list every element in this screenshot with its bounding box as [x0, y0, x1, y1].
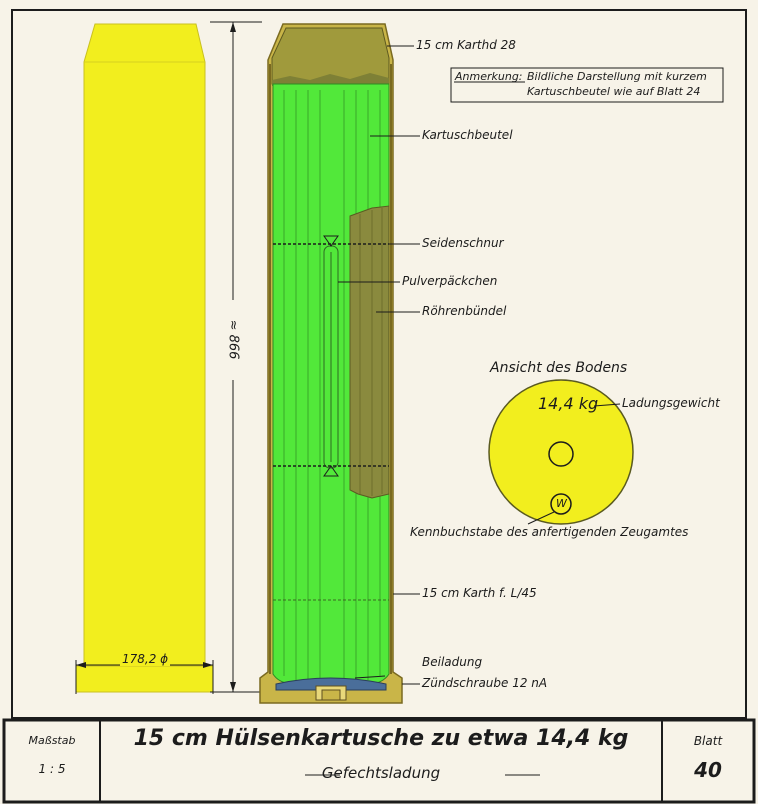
zuendschraube-label: Zündschraube 12 nA	[422, 676, 548, 690]
beiladung-label: Beiladung	[422, 655, 483, 669]
depot-mark: W	[556, 497, 567, 510]
scale-label: Maßstab	[28, 734, 76, 747]
drawing-title: 15 cm Hülsenkartusche zu etwa 14,4 kg	[133, 726, 629, 751]
cartridge-section-view	[260, 24, 402, 703]
seidenschnur-label: Seidenschnur	[422, 236, 504, 250]
kartuschbeutel-label: Kartuschbeutel	[422, 128, 513, 142]
anmerkung-line1: Bildliche Darstellung mit kurzem	[527, 70, 707, 83]
sheet-label: Blatt	[693, 734, 723, 748]
pulverpaeckchen-label: Pulverpäckchen	[402, 274, 498, 288]
drawing-subtitle: Gefechtsladung	[321, 764, 441, 782]
karth-l45-label: 15 cm Karth f. L/45	[422, 586, 537, 600]
charge-weight-label: Ladungsgewicht	[622, 396, 720, 410]
depot-mark-label: Kennbuchstabe des anfertigenden Zeugamtes	[410, 525, 689, 539]
cartridge-outer-view	[76, 24, 213, 694]
base-view-title: Ansicht des Bodens	[490, 360, 628, 376]
diameter-label: 178,2 ϕ	[122, 652, 169, 666]
scale-value: 1 : 5	[38, 762, 66, 776]
length-label: ≈ 866	[225, 319, 241, 360]
roehrenbuendel-label: Röhrenbündel	[422, 304, 507, 318]
anmerkung-title: Anmerkung:	[455, 70, 523, 83]
sheet-number: 40	[694, 758, 722, 782]
charge-weight: 14,4 kg	[538, 394, 599, 413]
anmerkung-line2: Kartuschbeutel wie auf Blatt 24	[527, 85, 701, 98]
karthd-label: 15 cm Karthd 28	[416, 38, 516, 52]
